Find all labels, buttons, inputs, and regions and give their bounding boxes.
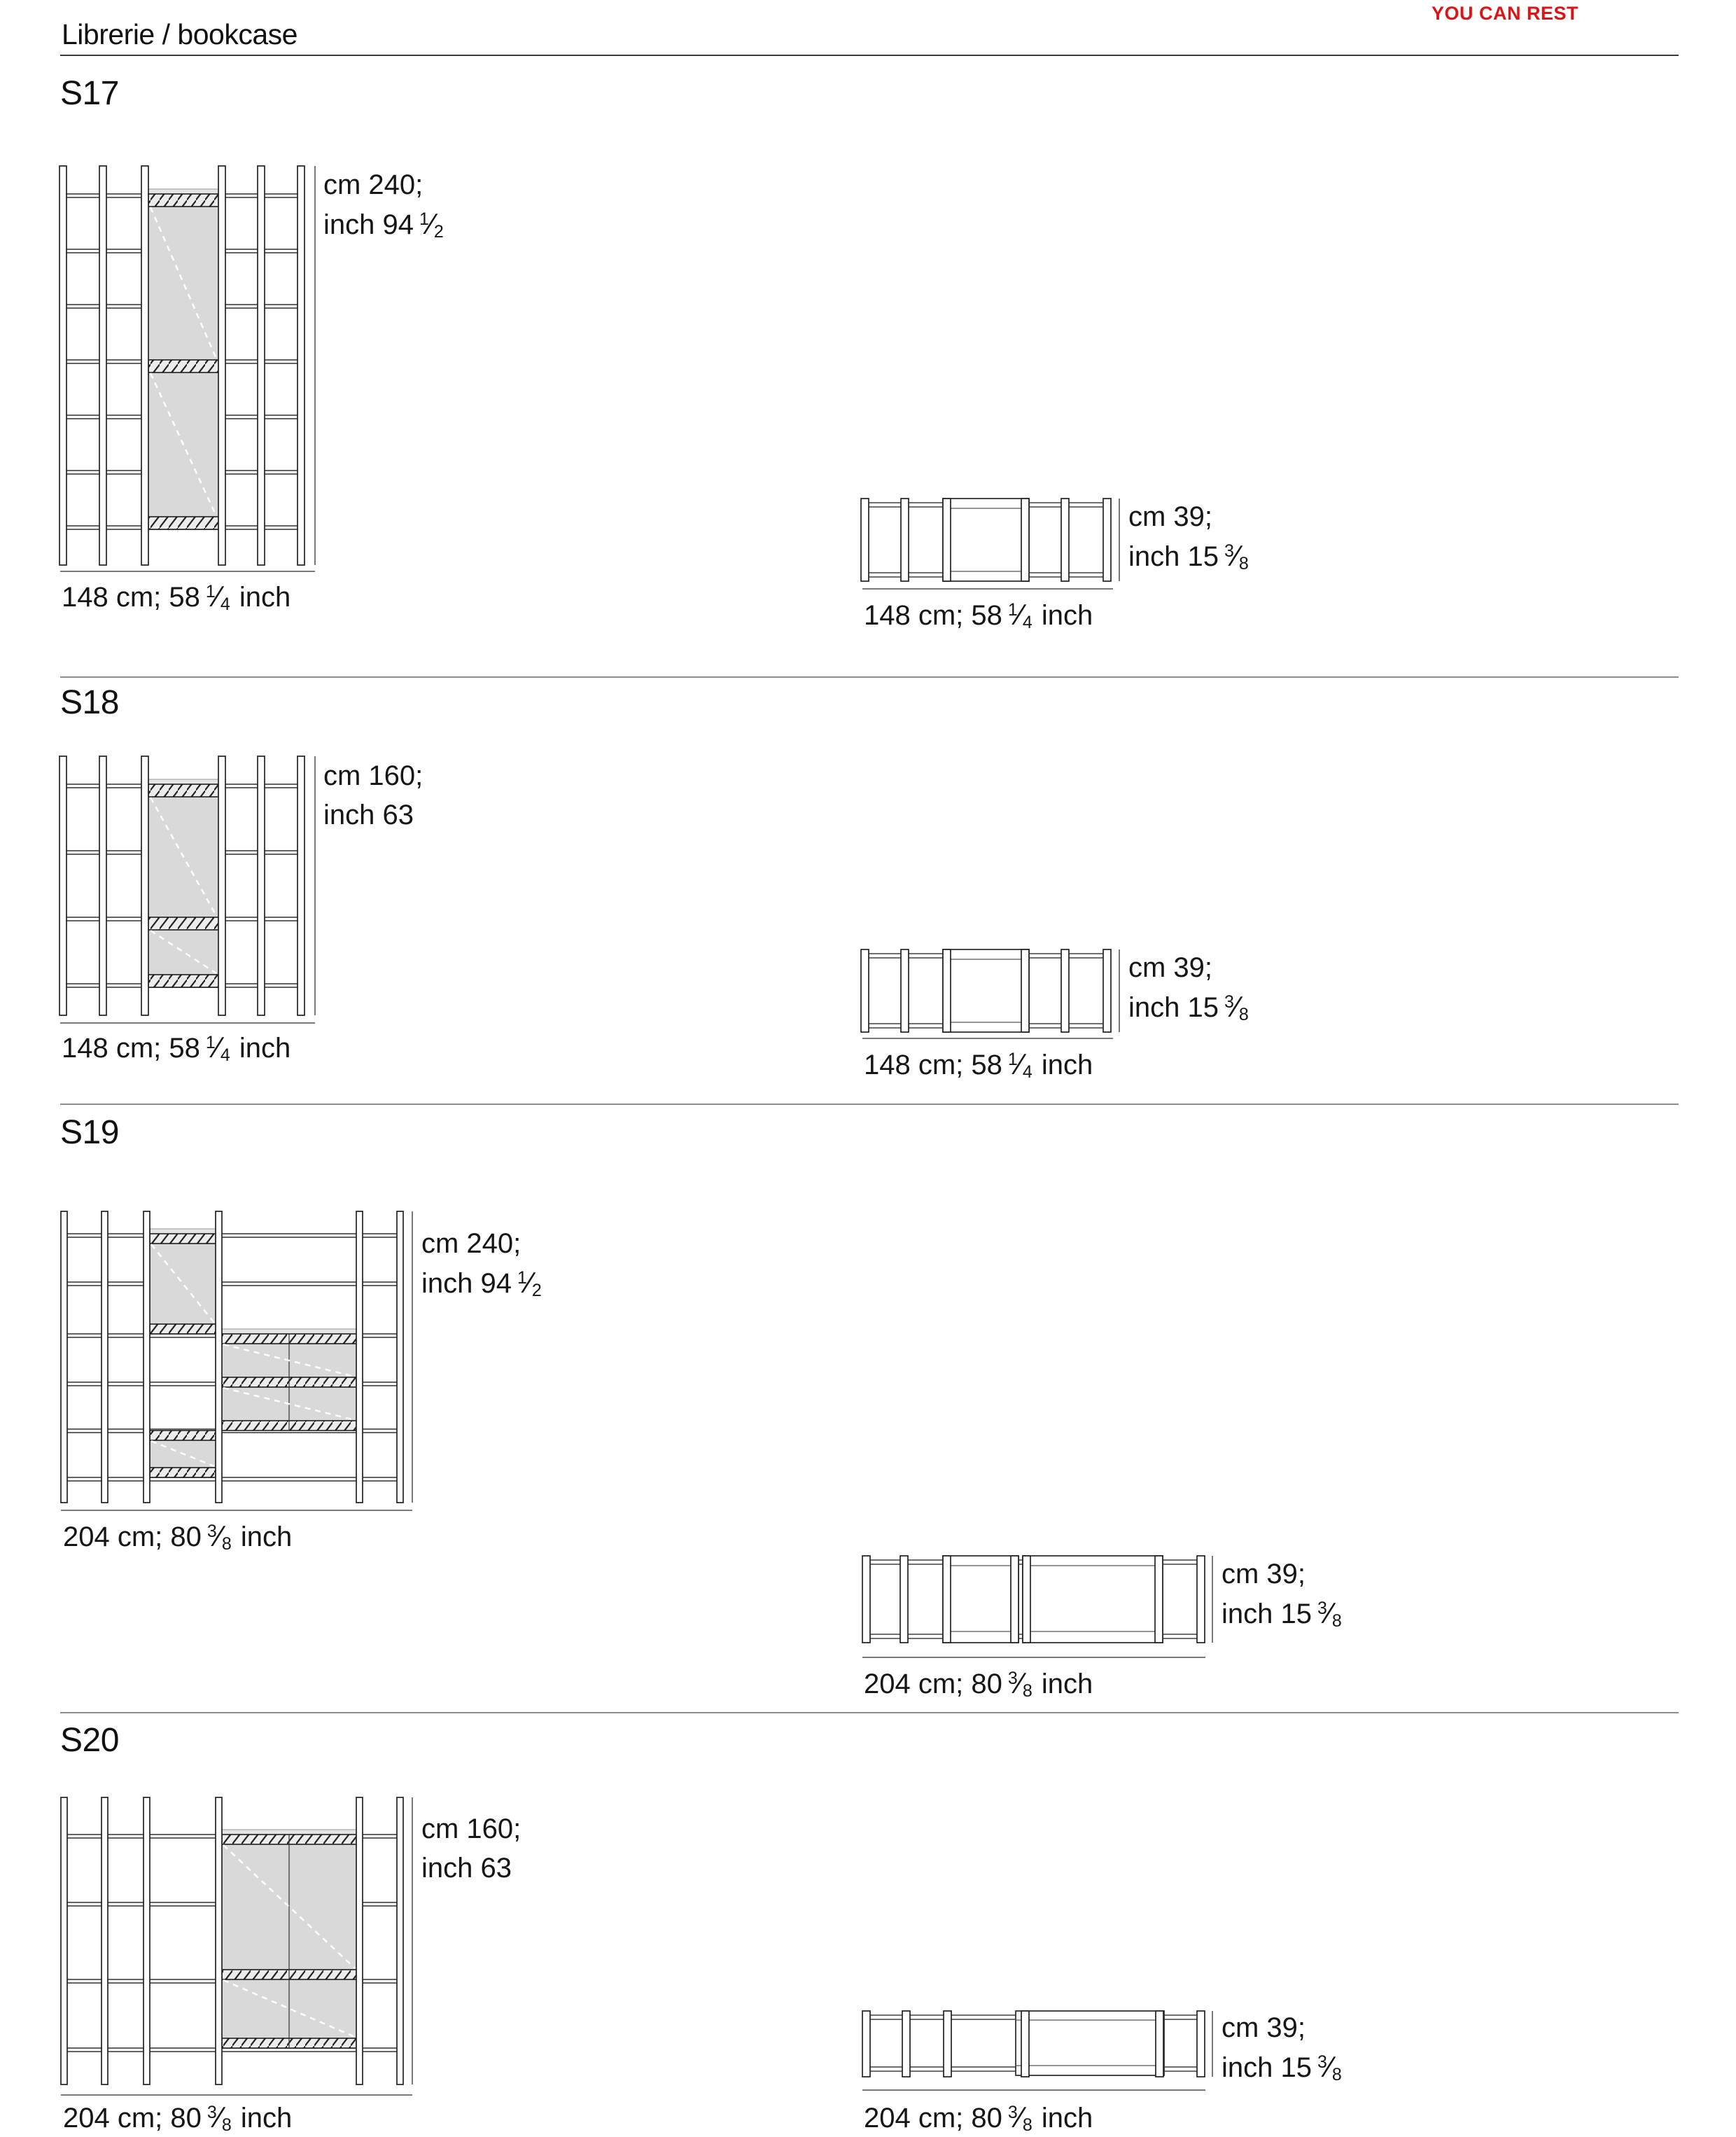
- fraction-slash: [1018, 2103, 1023, 2133]
- s20-top-view-drawing: [862, 2008, 1216, 2082]
- cabinet-plan: [1016, 2011, 1164, 2075]
- fraction: $^1$⁄ 4: [206, 1031, 230, 1064]
- fraction-slash: [1234, 541, 1239, 572]
- cabinet-center: [222, 1329, 356, 1431]
- height-inch: inch 63: [421, 1853, 512, 1884]
- fraction: $^3$⁄ 8: [1008, 2101, 1032, 2134]
- height-dimension: [323, 756, 423, 835]
- fraction-slash: [527, 1268, 532, 1299]
- depth-cm: cm 39;: [1128, 501, 1213, 532]
- front-width-label: 204 cm; 80 $^3$⁄ 8 inch: [63, 2101, 292, 2134]
- top-width-label: 204 cm; 80 $^3$⁄ 8 inch: [864, 2101, 1093, 2134]
- depth-inch: inch 15 $^3$⁄ 8: [1128, 987, 1250, 1031]
- fraction: $^3$⁄ 8: [207, 1519, 232, 1553]
- fraction: $^3$⁄ 8: [1224, 987, 1249, 1031]
- width-dimension-line: [60, 1022, 315, 1024]
- page-title: Librerie / bookcase: [62, 18, 298, 50]
- fraction-slash: [1234, 992, 1239, 1023]
- fraction: $^3$⁄ 8: [1317, 2047, 1342, 2091]
- cabinet-center: [222, 1830, 356, 2048]
- front-width-label: 148 cm; 58 $^1$⁄ 4 inch: [62, 1031, 290, 1064]
- s18-front-view-drawing: [59, 753, 320, 1022]
- fraction-slash: [216, 582, 220, 613]
- width-dimension-line: [862, 1657, 1205, 1658]
- s17-front-view-drawing: [59, 162, 320, 576]
- cabinet-plan: [943, 949, 1029, 1032]
- section-separator: [60, 676, 1679, 678]
- width-dimension-line: [61, 2094, 412, 2096]
- depth-dimension: [1222, 2008, 1343, 2091]
- fraction-slash: [429, 209, 434, 240]
- model-label: S19: [60, 1114, 119, 1151]
- fraction-slash: [217, 2103, 222, 2133]
- depth-inch: inch 15 $^3$⁄ 8: [1128, 536, 1250, 580]
- fraction-slash: [216, 1033, 220, 1064]
- cabinet-plan: [943, 499, 1029, 581]
- section-separator: [60, 1104, 1679, 1105]
- top-width-label: 148 cm; 58 $^1$⁄ 4 inch: [864, 1047, 1093, 1081]
- depth-inch: inch 15 $^3$⁄ 8: [1222, 2047, 1343, 2091]
- top-width-label: 204 cm; 80 $^3$⁄ 8 inch: [864, 1666, 1093, 1700]
- fraction: $^3$⁄ 8: [1008, 1666, 1032, 1700]
- fraction: $^3$⁄ 8: [1317, 1594, 1342, 1637]
- brand-tagline: YOU CAN REST: [1431, 3, 1578, 24]
- width-dimension-line: [862, 588, 1113, 590]
- fraction: $^3$⁄ 8: [207, 2101, 232, 2134]
- fraction-slash: [217, 1522, 222, 1552]
- depth-cm: cm 39;: [1128, 952, 1213, 983]
- fraction-slash: [1018, 600, 1023, 631]
- height-cm: cm 160;: [323, 760, 424, 791]
- width-dimension-line: [862, 2089, 1205, 2091]
- fraction-slash: [1327, 1599, 1332, 1629]
- depth-dimension: [1128, 948, 1250, 1031]
- height-dimension: [421, 1224, 543, 1307]
- height-cm: cm 240;: [421, 1228, 522, 1259]
- cabinet: [148, 779, 218, 987]
- height-inch: inch 63: [323, 800, 414, 830]
- width-dimension-line: [862, 1038, 1113, 1039]
- cabinet-lower-left: [150, 1431, 216, 1477]
- fraction: $^1$⁄ 4: [1008, 598, 1032, 632]
- s19-top-view-drawing: [862, 1552, 1216, 1648]
- fraction: $^1$⁄ 2: [419, 204, 444, 248]
- section-separator: [60, 1712, 1679, 1713]
- cabinet-upper-left: [150, 1229, 216, 1334]
- cabinet: [148, 189, 218, 529]
- height-inch: inch 94 $^1$⁄ 2: [323, 204, 445, 248]
- depth-cm: cm 39;: [1222, 1559, 1306, 1589]
- height-inch: inch 94 $^1$⁄ 2: [421, 1263, 543, 1307]
- depth-inch: inch 15 $^3$⁄ 8: [1222, 1594, 1343, 1637]
- s19-front-view-drawing: [59, 1208, 418, 1513]
- depth-dimension: [1128, 497, 1250, 580]
- fraction-slash: [1018, 1669, 1023, 1699]
- cabinet-plan: [943, 1556, 1163, 1643]
- front-width-label: 148 cm; 58 $^1$⁄ 4 inch: [62, 580, 290, 613]
- model-label: S20: [60, 1722, 119, 1759]
- depth-dimension: [1222, 1554, 1343, 1637]
- fraction-slash: [1327, 2052, 1332, 2083]
- fraction: $^3$⁄ 8: [1224, 536, 1249, 580]
- model-label: S18: [60, 684, 119, 721]
- depth-cm: cm 39;: [1222, 2012, 1306, 2043]
- height-dimension: [323, 165, 445, 248]
- fraction-slash: [1018, 1050, 1023, 1080]
- fraction: $^1$⁄ 4: [1008, 1047, 1032, 1081]
- s20-front-view-drawing: [59, 1794, 418, 2088]
- header-rule: [60, 55, 1679, 56]
- top-width-label: 148 cm; 58 $^1$⁄ 4 inch: [864, 598, 1093, 632]
- fraction: $^1$⁄ 2: [517, 1263, 542, 1307]
- width-dimension-line: [60, 571, 315, 572]
- front-width-label: 204 cm; 80 $^3$⁄ 8 inch: [63, 1519, 292, 1553]
- width-dimension-line: [61, 1510, 412, 1511]
- model-label: S17: [60, 75, 119, 112]
- height-cm: cm 160;: [421, 1814, 522, 1844]
- height-cm: cm 240;: [323, 169, 424, 200]
- height-dimension: [421, 1809, 521, 1888]
- fraction: $^1$⁄ 4: [206, 580, 230, 613]
